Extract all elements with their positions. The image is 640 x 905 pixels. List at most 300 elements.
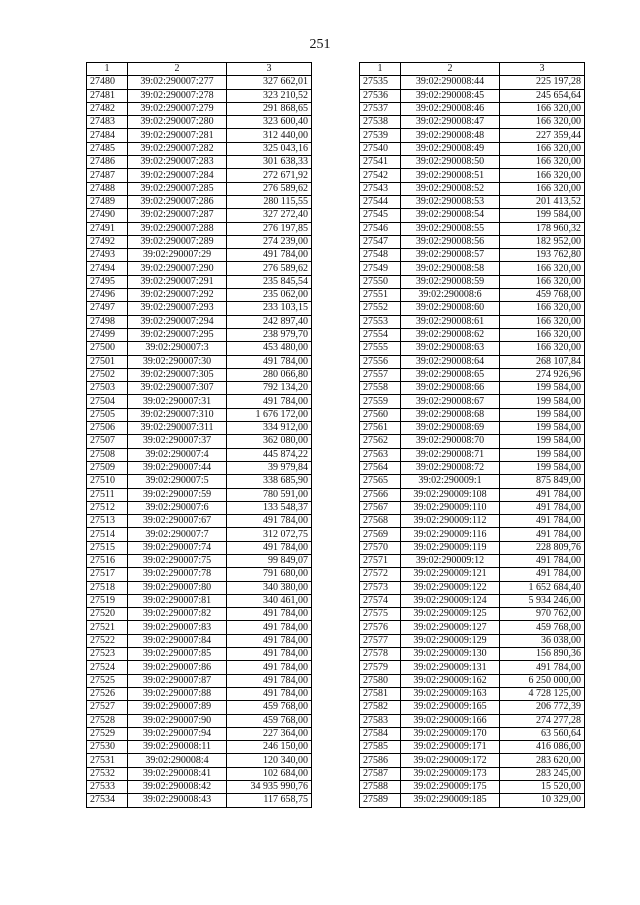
row-number-cell: 27516 xyxy=(87,554,128,567)
value-cell: 166 320,00 xyxy=(500,315,585,328)
cadastral-number-cell: 39:02:290009:127 xyxy=(401,621,500,634)
row-number-cell: 27521 xyxy=(87,621,128,634)
cadastral-number-cell: 39:02:290009:112 xyxy=(401,515,500,528)
row-number-cell: 27565 xyxy=(360,475,401,488)
value-cell: 274 277,28 xyxy=(500,714,585,727)
table-row xyxy=(360,156,585,169)
row-number-cell: 27575 xyxy=(360,608,401,621)
table-row xyxy=(87,488,312,501)
table-row xyxy=(360,754,585,767)
cadastral-number-cell: 39:02:290008:60 xyxy=(401,302,500,315)
value-cell: 1 676 172,00 xyxy=(227,408,312,421)
cadastral-number-cell: 39:02:290008:48 xyxy=(401,129,500,142)
value-cell: 491 784,00 xyxy=(500,554,585,567)
table-row xyxy=(87,116,312,129)
value-cell: 199 584,00 xyxy=(500,209,585,222)
row-number-cell: 27538 xyxy=(360,116,401,129)
value-cell: 312 072,75 xyxy=(227,528,312,541)
cadastral-number-cell: 39:02:290007:307 xyxy=(128,382,227,395)
table-row xyxy=(87,781,312,794)
row-number-cell: 27584 xyxy=(360,727,401,740)
row-number-cell: 27511 xyxy=(87,488,128,501)
table-row xyxy=(360,289,585,302)
cadastral-number-cell: 39:02:290009:12 xyxy=(401,554,500,567)
table-row xyxy=(360,501,585,514)
cadastral-number-cell: 39:02:290009:129 xyxy=(401,634,500,647)
value-cell: 182 952,00 xyxy=(500,235,585,248)
value-cell: 416 086,00 xyxy=(500,741,585,754)
table-row xyxy=(360,794,585,807)
cadastral-number-cell: 39:02:290009:119 xyxy=(401,541,500,554)
cadastral-number-cell: 39:02:290009:171 xyxy=(401,741,500,754)
row-number-cell: 27552 xyxy=(360,302,401,315)
value-cell: 491 784,00 xyxy=(227,634,312,647)
table-row xyxy=(87,408,312,421)
row-number-cell: 27588 xyxy=(360,781,401,794)
cadastral-number-cell: 39:02:290009:125 xyxy=(401,608,500,621)
value-cell: 334 912,00 xyxy=(227,422,312,435)
row-number-cell: 27488 xyxy=(87,182,128,195)
row-number-cell: 27561 xyxy=(360,422,401,435)
row-number-cell: 27586 xyxy=(360,754,401,767)
value-cell: 166 320,00 xyxy=(500,342,585,355)
cadastral-number-cell: 39:02:290008:49 xyxy=(401,142,500,155)
table-row xyxy=(87,501,312,514)
value-cell: 491 784,00 xyxy=(227,687,312,700)
row-number-cell: 27549 xyxy=(360,262,401,275)
row-number-cell: 27554 xyxy=(360,328,401,341)
table-row xyxy=(87,275,312,288)
value-cell: 283 620,00 xyxy=(500,754,585,767)
value-cell: 206 772,39 xyxy=(500,701,585,714)
table-row xyxy=(360,741,585,754)
value-cell: 238 979,70 xyxy=(227,328,312,341)
table-row xyxy=(360,515,585,528)
value-cell: 166 320,00 xyxy=(500,262,585,275)
value-cell: 491 784,00 xyxy=(227,515,312,528)
row-number-cell: 27490 xyxy=(87,209,128,222)
row-number-cell: 27489 xyxy=(87,195,128,208)
value-cell: 156 890,36 xyxy=(500,648,585,661)
table-row xyxy=(87,541,312,554)
table-row xyxy=(87,422,312,435)
row-number-cell: 27585 xyxy=(360,741,401,754)
table-row xyxy=(87,368,312,381)
row-number-cell: 27567 xyxy=(360,501,401,514)
table-row xyxy=(87,169,312,182)
cadastral-number-cell: 39:02:290008:66 xyxy=(401,382,500,395)
value-cell: 166 320,00 xyxy=(500,328,585,341)
table-row xyxy=(360,475,585,488)
table-row xyxy=(87,102,312,115)
row-number-cell: 27551 xyxy=(360,289,401,302)
cadastral-number-cell: 39:02:290008:41 xyxy=(128,767,227,780)
cadastral-number-cell: 39:02:290007:305 xyxy=(128,368,227,381)
value-cell: 459 768,00 xyxy=(227,701,312,714)
value-cell: 791 680,00 xyxy=(227,568,312,581)
table-row xyxy=(360,315,585,328)
table-row xyxy=(360,541,585,554)
table-row xyxy=(87,634,312,647)
value-cell: 199 584,00 xyxy=(500,448,585,461)
table-row xyxy=(87,461,312,474)
table-row xyxy=(360,116,585,129)
cadastral-number-cell: 39:02:290008:52 xyxy=(401,182,500,195)
table-row xyxy=(360,235,585,248)
cadastral-number-cell: 39:02:290008:61 xyxy=(401,315,500,328)
row-number-cell: 27571 xyxy=(360,554,401,567)
table-row xyxy=(360,687,585,700)
value-cell: 491 784,00 xyxy=(500,568,585,581)
cadastral-number-cell: 39:02:290007:85 xyxy=(128,648,227,661)
table-row xyxy=(360,461,585,474)
cadastral-number-cell: 39:02:290008:67 xyxy=(401,395,500,408)
value-cell: 491 784,00 xyxy=(500,528,585,541)
table-row xyxy=(87,674,312,687)
row-number-cell: 27576 xyxy=(360,621,401,634)
cadastral-number-cell: 39:02:290007:89 xyxy=(128,701,227,714)
table-row xyxy=(87,741,312,754)
cadastral-number-cell: 39:02:290009:170 xyxy=(401,727,500,740)
table-row xyxy=(360,342,585,355)
row-number-cell: 27569 xyxy=(360,528,401,541)
data-table-right xyxy=(359,62,585,808)
row-number-cell: 27579 xyxy=(360,661,401,674)
cadastral-number-cell: 39:02:290007:278 xyxy=(128,89,227,102)
row-number-cell: 27506 xyxy=(87,422,128,435)
row-number-cell: 27582 xyxy=(360,701,401,714)
cadastral-number-cell: 39:02:290008:57 xyxy=(401,249,500,262)
cadastral-number-cell: 39:02:290009:116 xyxy=(401,528,500,541)
cadastral-number-cell: 39:02:290009:165 xyxy=(401,701,500,714)
row-number-cell: 27526 xyxy=(87,687,128,700)
cadastral-number-cell: 39:02:290007:280 xyxy=(128,116,227,129)
cadastral-number-cell: 39:02:290008:11 xyxy=(128,741,227,754)
cadastral-number-cell: 39:02:290007:288 xyxy=(128,222,227,235)
table-row xyxy=(87,222,312,235)
row-number-cell: 27556 xyxy=(360,355,401,368)
row-number-cell: 27540 xyxy=(360,142,401,155)
row-number-cell: 27573 xyxy=(360,581,401,594)
row-number-cell: 27499 xyxy=(87,328,128,341)
row-number-cell: 27566 xyxy=(360,488,401,501)
row-number-cell: 27580 xyxy=(360,674,401,687)
cadastral-number-cell: 39:02:290008:63 xyxy=(401,342,500,355)
cadastral-number-cell: 39:02:290009:130 xyxy=(401,648,500,661)
cadastral-number-cell: 39:02:290008:4 xyxy=(128,754,227,767)
table-row xyxy=(360,488,585,501)
cadastral-number-cell: 39:02:290008:46 xyxy=(401,102,500,115)
table-row xyxy=(360,727,585,740)
table-row xyxy=(360,102,585,115)
value-cell: 274 926,96 xyxy=(500,368,585,381)
cadastral-number-cell: 39:02:290008:42 xyxy=(128,781,227,794)
cadastral-number-cell: 39:02:290008:53 xyxy=(401,195,500,208)
value-cell: 459 768,00 xyxy=(227,714,312,727)
value-cell: 166 320,00 xyxy=(500,302,585,315)
table-row xyxy=(87,395,312,408)
cadastral-number-cell: 39:02:290007:83 xyxy=(128,621,227,634)
table-row xyxy=(87,342,312,355)
table-row xyxy=(87,156,312,169)
value-cell: 199 584,00 xyxy=(500,435,585,448)
cadastral-number-cell: 39:02:290009:166 xyxy=(401,714,500,727)
cadastral-number-cell: 39:02:290007:37 xyxy=(128,435,227,448)
table-row xyxy=(87,289,312,302)
row-number-cell: 27519 xyxy=(87,594,128,607)
value-cell: 491 784,00 xyxy=(227,249,312,262)
value-cell: 201 413,52 xyxy=(500,195,585,208)
value-cell: 193 762,80 xyxy=(500,249,585,262)
cadastral-number-cell: 39:02:290009:1 xyxy=(401,475,500,488)
row-number-cell: 27487 xyxy=(87,169,128,182)
row-number-cell: 27480 xyxy=(87,76,128,89)
value-cell: 323 210,52 xyxy=(227,89,312,102)
table-row xyxy=(87,249,312,262)
table-row xyxy=(360,262,585,275)
value-cell: 491 784,00 xyxy=(227,355,312,368)
value-cell: 199 584,00 xyxy=(500,422,585,435)
table-row xyxy=(87,195,312,208)
row-number-cell: 27481 xyxy=(87,89,128,102)
value-cell: 291 868,65 xyxy=(227,102,312,115)
table-row xyxy=(360,581,585,594)
cadastral-number-cell: 39:02:290008:47 xyxy=(401,116,500,129)
cadastral-number-cell: 39:02:290007:289 xyxy=(128,235,227,248)
value-cell: 276 197,85 xyxy=(227,222,312,235)
cadastral-number-cell: 39:02:290007:86 xyxy=(128,661,227,674)
row-number-cell: 27530 xyxy=(87,741,128,754)
cadastral-number-cell: 39:02:290009:175 xyxy=(401,781,500,794)
row-number-cell: 27512 xyxy=(87,501,128,514)
value-cell: 340 380,00 xyxy=(227,581,312,594)
table-row xyxy=(360,661,585,674)
table-row xyxy=(360,368,585,381)
cadastral-number-cell: 39:02:290007:7 xyxy=(128,528,227,541)
table-row xyxy=(360,182,585,195)
row-number-cell: 27507 xyxy=(87,435,128,448)
row-number-cell: 27482 xyxy=(87,102,128,115)
value-cell: 166 320,00 xyxy=(500,182,585,195)
cadastral-number-cell: 39:02:290008:54 xyxy=(401,209,500,222)
table-row xyxy=(87,182,312,195)
value-cell: 199 584,00 xyxy=(500,382,585,395)
table-row xyxy=(87,727,312,740)
table-row xyxy=(87,129,312,142)
row-number-cell: 27513 xyxy=(87,515,128,528)
row-number-cell: 27491 xyxy=(87,222,128,235)
value-cell: 4 728 125,00 xyxy=(500,687,585,700)
cadastral-number-cell: 39:02:290008:56 xyxy=(401,235,500,248)
value-cell: 233 103,15 xyxy=(227,302,312,315)
value-cell: 780 591,00 xyxy=(227,488,312,501)
table-row xyxy=(360,528,585,541)
table-row xyxy=(360,568,585,581)
table-row xyxy=(360,222,585,235)
table-row xyxy=(360,621,585,634)
cadastral-number-cell: 39:02:290007:293 xyxy=(128,302,227,315)
value-cell: 166 320,00 xyxy=(500,156,585,169)
row-number-cell: 27583 xyxy=(360,714,401,727)
table-row xyxy=(87,262,312,275)
value-cell: 323 600,40 xyxy=(227,116,312,129)
value-cell: 491 784,00 xyxy=(227,395,312,408)
row-number-cell: 27520 xyxy=(87,608,128,621)
cadastral-number-cell: 39:02:290007:291 xyxy=(128,275,227,288)
row-number-cell: 27543 xyxy=(360,182,401,195)
table-row xyxy=(87,302,312,315)
row-number-cell: 27532 xyxy=(87,767,128,780)
row-number-cell: 27492 xyxy=(87,235,128,248)
table-row xyxy=(87,661,312,674)
row-number-cell: 27562 xyxy=(360,435,401,448)
row-number-cell: 27564 xyxy=(360,461,401,474)
table-row xyxy=(87,435,312,448)
value-cell: 491 784,00 xyxy=(500,661,585,674)
cadastral-number-cell: 39:02:290007:281 xyxy=(128,129,227,142)
value-cell: 445 874,22 xyxy=(227,448,312,461)
cadastral-number-cell: 39:02:290007:67 xyxy=(128,515,227,528)
table-row xyxy=(360,395,585,408)
value-cell: 245 654,64 xyxy=(500,89,585,102)
value-cell: 99 849,07 xyxy=(227,554,312,567)
value-cell: 453 480,00 xyxy=(227,342,312,355)
table-row xyxy=(87,515,312,528)
cadastral-number-cell: 39:02:290007:78 xyxy=(128,568,227,581)
cadastral-number-cell: 39:02:290009:110 xyxy=(401,501,500,514)
row-number-cell: 27493 xyxy=(87,249,128,262)
row-number-cell: 27531 xyxy=(87,754,128,767)
value-cell: 327 272,40 xyxy=(227,209,312,222)
row-number-cell: 27496 xyxy=(87,289,128,302)
table-row xyxy=(87,209,312,222)
value-cell: 166 320,00 xyxy=(500,102,585,115)
table-row xyxy=(87,794,312,807)
value-cell: 491 784,00 xyxy=(500,515,585,528)
cadastral-number-cell: 39:02:290009:122 xyxy=(401,581,500,594)
row-number-cell: 27517 xyxy=(87,568,128,581)
row-number-cell: 27547 xyxy=(360,235,401,248)
value-cell: 63 560,64 xyxy=(500,727,585,740)
column-header-2: 2 xyxy=(128,63,227,76)
row-number-cell: 27553 xyxy=(360,315,401,328)
table-row xyxy=(87,328,312,341)
table-row xyxy=(87,714,312,727)
row-number-cell: 27505 xyxy=(87,408,128,421)
cadastral-number-cell: 39:02:290007:75 xyxy=(128,554,227,567)
value-cell: 102 684,00 xyxy=(227,767,312,780)
column-header-1: 1 xyxy=(87,63,128,76)
value-cell: 228 809,76 xyxy=(500,541,585,554)
row-number-cell: 27581 xyxy=(360,687,401,700)
value-cell: 5 934 246,00 xyxy=(500,594,585,607)
table-row xyxy=(87,701,312,714)
row-number-cell: 27545 xyxy=(360,209,401,222)
row-number-cell: 27527 xyxy=(87,701,128,714)
row-number-cell: 27555 xyxy=(360,342,401,355)
cadastral-number-cell: 39:02:290009:124 xyxy=(401,594,500,607)
value-cell: 970 762,00 xyxy=(500,608,585,621)
table-row xyxy=(87,76,312,89)
row-number-cell: 27559 xyxy=(360,395,401,408)
value-cell: 276 589,62 xyxy=(227,182,312,195)
value-cell: 301 638,33 xyxy=(227,156,312,169)
row-number-cell: 27587 xyxy=(360,767,401,780)
table-row xyxy=(360,767,585,780)
table-row xyxy=(87,608,312,621)
value-cell: 338 685,90 xyxy=(227,475,312,488)
table-row xyxy=(360,76,585,89)
row-number-cell: 27577 xyxy=(360,634,401,647)
value-cell: 459 768,00 xyxy=(500,621,585,634)
table-row xyxy=(87,235,312,248)
row-number-cell: 27563 xyxy=(360,448,401,461)
cadastral-number-cell: 39:02:290007:30 xyxy=(128,355,227,368)
cadastral-number-cell: 39:02:290009:185 xyxy=(401,794,500,807)
cadastral-number-cell: 39:02:290009:131 xyxy=(401,661,500,674)
value-cell: 227 364,00 xyxy=(227,727,312,740)
cadastral-number-cell: 39:02:290008:43 xyxy=(128,794,227,807)
value-cell: 1 652 684,40 xyxy=(500,581,585,594)
value-cell: 235 062,00 xyxy=(227,289,312,302)
cadastral-number-cell: 39:02:290007:295 xyxy=(128,328,227,341)
value-cell: 283 245,00 xyxy=(500,767,585,780)
row-number-cell: 27500 xyxy=(87,342,128,355)
row-number-cell: 27534 xyxy=(87,794,128,807)
row-number-cell: 27502 xyxy=(87,368,128,381)
table-row xyxy=(87,594,312,607)
page-number: 251 xyxy=(309,37,331,52)
table-row xyxy=(87,554,312,567)
value-cell: 39 979,84 xyxy=(227,461,312,474)
cadastral-number-cell: 39:02:290007:4 xyxy=(128,448,227,461)
cadastral-number-cell: 39:02:290008:45 xyxy=(401,89,500,102)
row-number-cell: 27523 xyxy=(87,648,128,661)
row-number-cell: 27522 xyxy=(87,634,128,647)
row-number-cell: 27560 xyxy=(360,408,401,421)
table-row xyxy=(360,275,585,288)
cadastral-number-cell: 39:02:290007:80 xyxy=(128,581,227,594)
column-header-3: 3 xyxy=(500,63,585,76)
value-cell: 272 671,92 xyxy=(227,169,312,182)
cadastral-number-cell: 39:02:290007:87 xyxy=(128,674,227,687)
table-row xyxy=(360,142,585,155)
value-cell: 491 784,00 xyxy=(227,621,312,634)
row-number-cell: 27525 xyxy=(87,674,128,687)
table-row xyxy=(360,89,585,102)
column-header-2: 2 xyxy=(401,63,500,76)
row-number-cell: 27548 xyxy=(360,249,401,262)
table-row xyxy=(360,328,585,341)
table-row xyxy=(360,781,585,794)
column-header-1: 1 xyxy=(360,63,401,76)
cadastral-number-cell: 39:02:290008:59 xyxy=(401,275,500,288)
value-cell: 491 784,00 xyxy=(227,541,312,554)
value-cell: 362 080,00 xyxy=(227,435,312,448)
table-row xyxy=(87,528,312,541)
value-cell: 117 658,75 xyxy=(227,794,312,807)
row-number-cell: 27504 xyxy=(87,395,128,408)
cadastral-number-cell: 39:02:290007:59 xyxy=(128,488,227,501)
value-cell: 491 784,00 xyxy=(500,488,585,501)
cadastral-number-cell: 39:02:290007:285 xyxy=(128,182,227,195)
cadastral-number-cell: 39:02:290007:74 xyxy=(128,541,227,554)
cadastral-number-cell: 39:02:290009:163 xyxy=(401,687,500,700)
value-cell: 325 043,16 xyxy=(227,142,312,155)
row-number-cell: 27568 xyxy=(360,515,401,528)
table-row xyxy=(360,608,585,621)
table-row xyxy=(360,209,585,222)
